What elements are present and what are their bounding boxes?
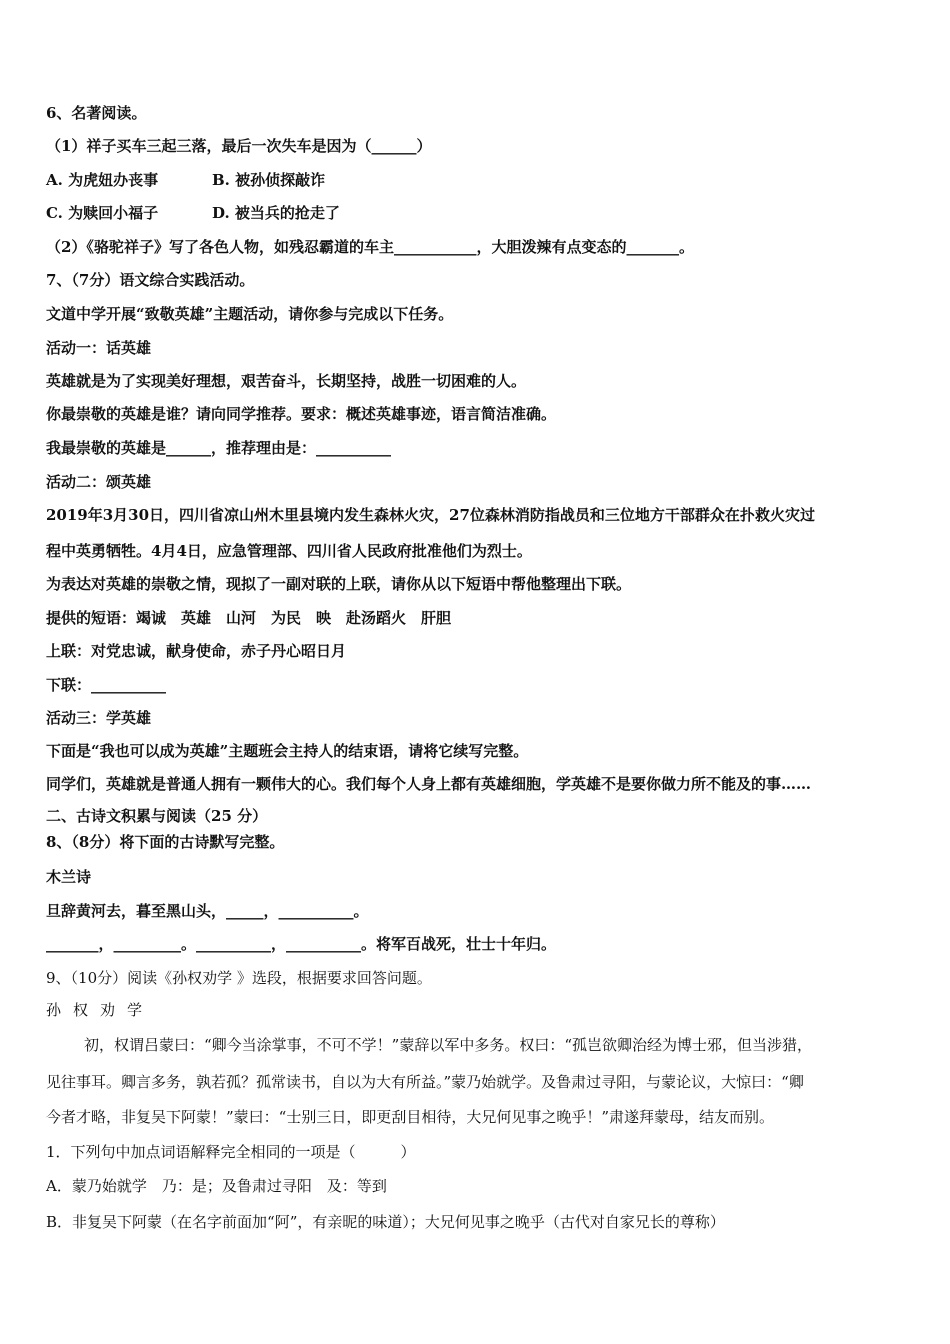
q6-options-row1	[46, 170, 325, 190]
q7-activity2-phrases: 提供的短语：竭诚 英雄 山河 为民 映 赴汤蹈火 肝胆	[46, 609, 452, 627]
q7-activity1-task: 你最崇敬的英雄是谁？请向同学推荐。要求：概述英雄事迹，语言简洁准确。	[46, 405, 557, 423]
q7-activity2-upper-couplet: 上联：对党忠诚，献身使命，赤子丹心昭日月	[46, 642, 347, 660]
q7-title: 7、（7分）语文综合实践活动。	[46, 271, 255, 289]
q9-passage-p1: 初，权谓吕蒙曰：“卿今当涂掌事，不可不学！”蒙辞以军中多务。权曰：“孤岂欲卿治经为博士邪，但当涉猎，	[84, 1036, 813, 1054]
q7-activity1-blank: 我最崇敬的英雄是______，推荐理由是：__________	[46, 439, 392, 457]
q7-activity3-task: 下面是“我也可以成为英雄”主题班会主持人的结束语，请将它续写完整。	[46, 742, 529, 760]
q6-option-d: D. 被当兵的抢走了	[212, 204, 340, 222]
q8-title: 8、（8分）将下面的古诗默写完整。	[46, 833, 285, 851]
q9-subquestion1: 1．下列句中加点词语解释完全相同的一项是（ ）	[46, 1143, 416, 1161]
q9-passage-p3: 今者才略，非复吴下阿蒙！”蒙曰：“士别三日，即更刮目相待，大兄何见事之晚乎！”肃遂拜蒙母，结友而别。	[46, 1108, 775, 1126]
section2-title: 二、古诗文积累与阅读（25 分）	[46, 807, 268, 825]
q7-activity3-title: 活动三：学英雄	[46, 709, 152, 727]
q9-passage-p2: 见往事耳。卿言多务，孰若孤？孤常读书，自以为大有所益。”蒙乃始就学。及鲁肃过寻阳，与蒙论议，大惊曰：“卿	[46, 1073, 804, 1091]
q9-title: 9、（10分）阅读《孙权劝学 》选段，根据要求回答问题。	[46, 969, 432, 987]
q6-sub2: （2）《骆驼祥子》写了各色人物，如残忍霸道的车主___________，大胆泼辣有点变态的_______。	[46, 238, 694, 256]
q7-activity2-title: 活动二：颂英雄	[46, 473, 152, 491]
q7-activity1-definition: 英雄就是为了实现美好理想，艰苦奋斗，长期坚持，战胜一切困难的人。	[46, 372, 527, 390]
q7-activity2-task: 为表达对英雄的崇敬之情，现拟了一副对联的上联，请你从以下短语中帮他整理出下联。	[46, 575, 632, 593]
q6-option-b: B. 被孙侦探敲诈	[212, 171, 326, 189]
q9-option-b: B．非复吴下阿蒙（在名字前面加“阿”，有亲昵的味道）；大兄何见事之晚乎（古代对自家兄长的尊称）	[46, 1213, 725, 1231]
q7-activity2-lower-couplet: 下联：__________	[46, 676, 167, 694]
q6-option-a: A. 为虎妞办丧事	[46, 171, 159, 189]
q9-option-a: A．蒙乃始就学 乃：是；及鲁肃过寻阳 及：等到	[46, 1177, 387, 1195]
q8-poem-line1: 旦辞黄河去，暮至黑山头，_____，__________。	[46, 902, 369, 920]
q6-option-c: C. 为赎回小福子	[46, 204, 159, 222]
q7-activity1-title: 活动一：话英雄	[46, 339, 152, 357]
q7-activity3-text: 同学们，英雄就是普通人拥有一颗伟大的心。我们每个人身上都有英雄细胞，学英雄不是要你做力所不能及的事……	[46, 775, 812, 793]
q7-activity2-text1: 2019年3月30日，四川省凉山州木里县境内发生森林火灾，27位森林消防指战员和三位地方干部群众在扑救火灾过	[46, 506, 815, 524]
q6-sub1: （1）祥子买车三起三落，最后一次失车是因为（______）	[46, 137, 432, 155]
q7-activity2-text2: 程中英勇牺牲。4月4日，应急管理部、四川省人民政府批准他们为烈士。	[46, 542, 532, 560]
q7-intro: 文道中学开展“致敬英雄”主题活动，请你参与完成以下任务。	[46, 305, 454, 323]
q8-poem-line2: _______，_________。__________，__________。将军百战死，壮士十年归。	[46, 935, 557, 953]
q6-title: 6、名著阅读。	[46, 104, 147, 122]
q9-passage-title: 孙权劝学	[46, 1001, 155, 1019]
q6-options-row2	[46, 203, 340, 223]
q8-poem-title: 木兰诗	[46, 868, 92, 886]
